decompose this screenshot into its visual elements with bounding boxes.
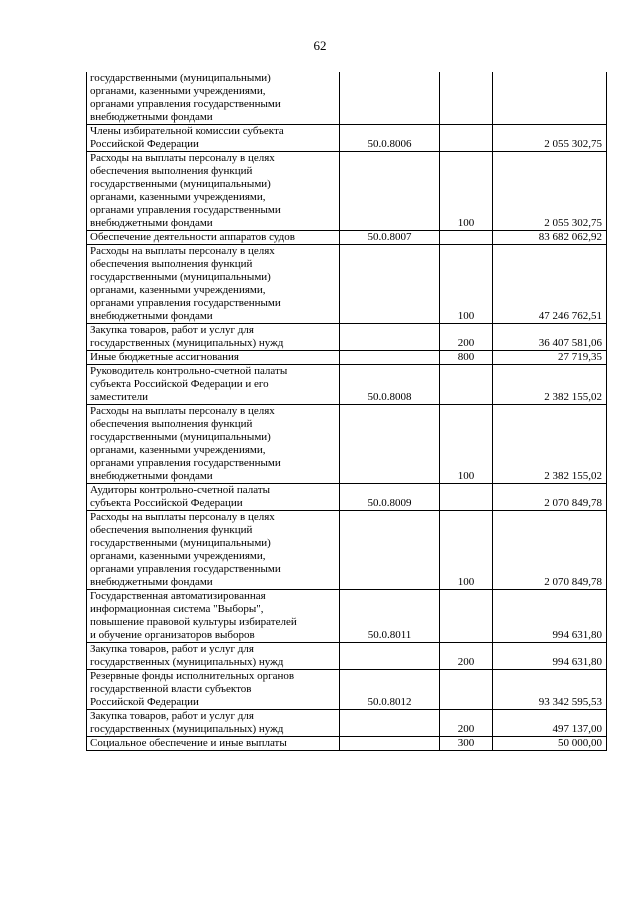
- table-row: [87, 484, 607, 511]
- table-row: [87, 351, 607, 365]
- table-row: [87, 245, 607, 324]
- row-code: 50.0.8011: [340, 590, 440, 643]
- table-row: [87, 231, 607, 245]
- row-amount: 47 246 762,51: [493, 245, 607, 324]
- row-name: Расходы на выплаты персоналу в целях обеспечения выполнения функций государственными (муниципальными) органами, казенными учреждениями, органами управления государственными внебюджетными фондами: [87, 152, 340, 231]
- row-amount: 93 342 595,53: [493, 670, 607, 710]
- row-name: Резервные фонды исполнительных органов государственной власти субъектов Российской Федерации: [87, 670, 340, 710]
- row-name: Расходы на выплаты персоналу в целях обеспечения выполнения функций государственными (муниципальными) органами, казенными учреждениями, органами управления государственными внебюджетными фондами: [87, 511, 340, 590]
- row-code: [340, 324, 440, 351]
- row-amount: 994 631,80: [493, 643, 607, 670]
- row-code: [340, 643, 440, 670]
- row-name: Руководитель контрольно-счетной палаты субъекта Российской Федерации и его заместители: [87, 365, 340, 405]
- row-amount: 2 382 155,02: [493, 405, 607, 484]
- row-name: Расходы на выплаты персоналу в целях обеспечения выполнения функций государственными (муниципальными) органами, казенными учреждениями, органами управления государственными внебюджетными фондами: [87, 405, 340, 484]
- row-code: [340, 737, 440, 751]
- row-kind: 200: [440, 710, 493, 737]
- table-row: [87, 590, 607, 643]
- row-amount: 36 407 581,06: [493, 324, 607, 351]
- row-amount: 994 631,80: [493, 590, 607, 643]
- row-code: [340, 245, 440, 324]
- row-code: 50.0.8012: [340, 670, 440, 710]
- row-amount: 83 682 062,92: [493, 231, 607, 245]
- table-row: [87, 710, 607, 737]
- row-name: Закупка товаров, работ и услуг для государственных (муниципальных) нужд: [87, 710, 340, 737]
- row-name: Закупка товаров, работ и услуг для государственных (муниципальных) нужд: [87, 324, 340, 351]
- row-code: 50.0.8007: [340, 231, 440, 245]
- row-name: Государственная автоматизированная информационная система "Выборы", повышение правовой культуры избирателей и обучение организаторов выборов: [87, 590, 340, 643]
- row-kind: [440, 670, 493, 710]
- row-kind: 200: [440, 324, 493, 351]
- table-row: [87, 125, 607, 152]
- row-kind: 100: [440, 245, 493, 324]
- row-amount: 2 055 302,75: [493, 125, 607, 152]
- row-kind: [440, 72, 493, 125]
- row-name: Члены избирательной комиссии субъекта Российской Федерации: [87, 125, 340, 152]
- row-name: Закупка товаров, работ и услуг для государственных (муниципальных) нужд: [87, 643, 340, 670]
- row-amount: 2 070 849,78: [493, 484, 607, 511]
- row-name: государственными (муниципальными) органами, казенными учреждениями, органами управления государственными внебюджетными фондами: [87, 72, 340, 125]
- table-row: [87, 365, 607, 405]
- row-amount: 2 070 849,78: [493, 511, 607, 590]
- row-kind: [440, 590, 493, 643]
- row-name: Расходы на выплаты персоналу в целях обеспечения выполнения функций государственными (муниципальными) органами, казенными учреждениями, органами управления государственными внебюджетными фондами: [87, 245, 340, 324]
- row-kind: 100: [440, 511, 493, 590]
- row-kind: 300: [440, 737, 493, 751]
- row-kind: [440, 484, 493, 511]
- row-kind: [440, 125, 493, 152]
- row-amount: 50 000,00: [493, 737, 607, 751]
- table-row: [87, 737, 607, 751]
- table-row: [87, 643, 607, 670]
- budget-table: [86, 72, 607, 751]
- row-name: Иные бюджетные ассигнования: [87, 351, 340, 365]
- row-amount: [493, 72, 607, 125]
- row-code: [340, 351, 440, 365]
- row-kind: 200: [440, 643, 493, 670]
- row-amount: 27 719,35: [493, 351, 607, 365]
- row-kind: 100: [440, 152, 493, 231]
- row-code: [340, 405, 440, 484]
- row-code: [340, 152, 440, 231]
- row-amount: 2 382 155,02: [493, 365, 607, 405]
- table-row: [87, 670, 607, 710]
- row-code: 50.0.8006: [340, 125, 440, 152]
- row-code: 50.0.8008: [340, 365, 440, 405]
- row-code: 50.0.8009: [340, 484, 440, 511]
- row-name: Социальное обеспечение и иные выплаты: [87, 737, 340, 751]
- row-kind: 100: [440, 405, 493, 484]
- row-amount: 497 137,00: [493, 710, 607, 737]
- row-code: [340, 710, 440, 737]
- row-amount: 2 055 302,75: [493, 152, 607, 231]
- row-code: [340, 511, 440, 590]
- row-kind: 800: [440, 351, 493, 365]
- page-number: 62: [313, 38, 327, 53]
- row-kind: [440, 231, 493, 245]
- table-row: [87, 152, 607, 231]
- table-row: [87, 72, 607, 125]
- row-kind: [440, 365, 493, 405]
- row-code: [340, 72, 440, 125]
- row-name: Обеспечение деятельности аппаратов судов: [87, 231, 340, 245]
- table-row: [87, 511, 607, 590]
- row-name: Аудиторы контрольно-счетной палаты субъекта Российской Федерации: [87, 484, 340, 511]
- table-row: [87, 405, 607, 484]
- table-row: [87, 324, 607, 351]
